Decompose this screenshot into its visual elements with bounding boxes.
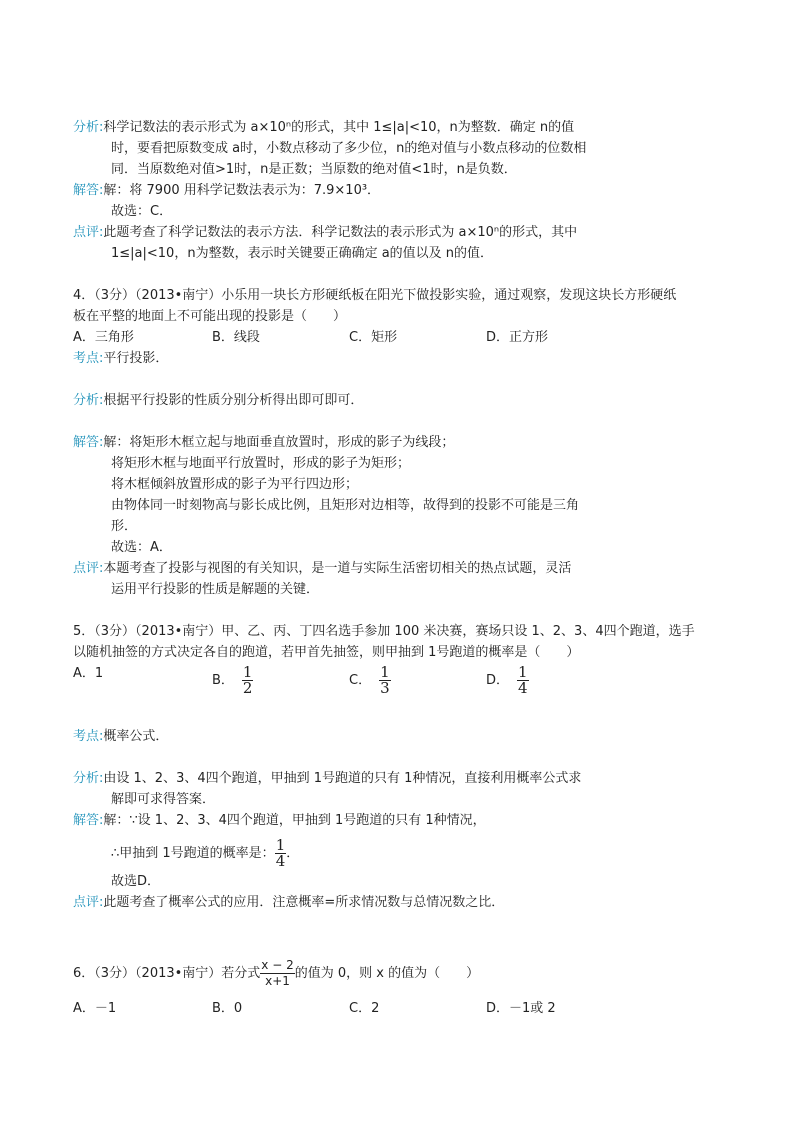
q4-option-a: A．三角形	[73, 330, 134, 345]
q5-option-c	[349, 665, 391, 696]
q4-option-b: B．线段	[212, 330, 260, 345]
q4-answer-4: 由物体同一时刻物高与影长成比例，且矩形对边相等，故得到的投影不可能是三角	[111, 498, 580, 513]
comment-tag: 点评:	[73, 561, 104, 576]
q3-comment-1: 此题考查了科学记数法的表示方法．科学记数法的表示形式为 a×10ⁿ的形式，其中	[103, 225, 578, 240]
fraction-denominator: 3	[380, 679, 390, 697]
analysis-line	[73, 392, 363, 410]
q5-option-b-fraction	[242, 665, 254, 696]
analysis-tag: 分析:	[73, 393, 104, 408]
comment-tag: 点评:	[73, 225, 104, 240]
q5-option-c-label: C．	[349, 673, 372, 688]
fraction-denominator: 4	[518, 679, 528, 697]
q5-answer-2	[111, 838, 299, 869]
q6-option-c: C．2	[349, 1001, 380, 1016]
comment-line	[73, 894, 504, 912]
q5-answer-1: 解：∵设 1、2、3、4四个跑道，甲抽到 1号跑道的只有 1种情况，	[103, 813, 486, 828]
comment-tag: 点评:	[73, 895, 104, 910]
fraction-numerator: 1	[518, 663, 528, 681]
q4-stem-1: 4．（3分）（2013•南宁）小乐用一块长方形硬纸板在阳光下做投影实验，通过观察，发现这块长方形硬纸	[73, 288, 677, 303]
q4-answer-3: 将木框倾斜放置形成的影子为平行四边形；	[111, 477, 359, 492]
q5-analysis-2: 解即可求得答案．	[111, 792, 216, 807]
q3-answer-2: 故选：C．	[111, 204, 173, 219]
q4-option-c: C．矩形	[349, 330, 398, 345]
fraction-numerator: x − 2	[261, 958, 294, 972]
q4-stem-2: 板在平整的地面上不可能出现的投影是（ ）	[73, 309, 347, 324]
q5-comment: 此题考查了概率公式的应用．注意概率=所求情况数与总情况数之比．	[103, 895, 505, 910]
answer-line	[73, 434, 454, 452]
answer-line	[73, 182, 380, 200]
fraction-numerator: 1	[242, 663, 253, 681]
fraction-denominator: 2	[242, 679, 253, 697]
q5-answer-2-text: ∴甲抽到 1号跑道的概率是：	[111, 846, 275, 861]
q6-stem	[73, 958, 479, 989]
point-line	[73, 728, 168, 746]
q6-stem-b: 的值为 0，则 x 的值为（ ）	[294, 966, 480, 981]
comment-line	[73, 560, 571, 578]
comment-line	[73, 224, 577, 242]
q4-answer-6: 故选：A．	[111, 540, 172, 555]
q6-option-a: A．－1	[73, 1001, 117, 1016]
q5-option-b	[212, 665, 253, 696]
q3-comment-2: 1≤|a|<10，n为整数，表示时关键要正确确定 a的值以及 n的值．	[111, 246, 494, 261]
q5-answer-3: 故选D．	[111, 874, 161, 889]
fraction-denominator: x+1	[265, 974, 290, 988]
q5-option-d-label: D．	[486, 673, 510, 688]
fraction-numerator: 1	[380, 663, 390, 681]
q4-answer-1: 解：将矩形木框立起与地面垂直放置时，形成的影子为线段；	[103, 435, 455, 450]
q5-stem-1: 5．（3分）（2013•南宁）甲、乙、丙、丁四名选手参加 100 米决赛，赛场只设 1、2、3、4四个跑道，选手	[73, 624, 695, 639]
q4-analysis: 根据平行投影的性质分别分析得出即可即可．	[103, 393, 364, 408]
q5-analysis-1: 由设 1、2、3、4四个跑道，甲抽到 1号跑道的只有 1种情况，直接利用概率公式求	[103, 771, 582, 786]
q5-point: 概率公式．	[103, 729, 169, 744]
fraction-numerator: 1	[275, 836, 286, 854]
q6-option-d: D．－1或 2	[486, 1001, 556, 1016]
fraction-denominator: 4	[275, 852, 286, 870]
q6-fraction	[260, 958, 294, 989]
q3-analysis-2: 时，要看把原数变成 a时，小数点移动了多少位，n的绝对值与小数点移动的位数相	[111, 141, 587, 156]
q6-stem-a: 6．（3分）（2013•南宁）若分式	[73, 966, 261, 981]
point-tag: 考点:	[73, 729, 104, 744]
q5-option-d	[486, 665, 529, 696]
analysis-tag: 分析:	[73, 771, 104, 786]
analysis-line	[73, 119, 574, 137]
q5-answer-2-end: ．	[286, 846, 300, 861]
q4-answer-5: 形．	[111, 519, 138, 534]
q5-option-d-fraction	[517, 665, 529, 696]
answer-tag: 解答:	[73, 183, 104, 198]
q5-stem-2: 以随机抽签的方式决定各自的跑道，若甲首先抽签，则甲抽到 1号跑道的概率是（ ）	[73, 645, 580, 660]
q3-answer-1: 解：将 7900 用科学记数法表示为：7.9×10³．	[103, 183, 381, 198]
answer-tag: 解答:	[73, 435, 104, 450]
answer-line	[73, 812, 486, 830]
q4-point: 平行投影．	[103, 351, 169, 366]
q6-option-b: B．0	[212, 1001, 243, 1016]
q4-answer-2: 将矩形木框与地面平行放置时，形成的影子为矩形；	[111, 456, 411, 471]
point-tag: 考点:	[73, 351, 104, 366]
q3-analysis-1: 科学记数法的表示形式为 a×10ⁿ的形式，其中 1≤|a|<10，n为整数．确定 n的值	[103, 120, 575, 135]
q4-comment-2: 运用平行投影的性质是解题的关键．	[111, 582, 320, 597]
q5-option-a: A．1	[73, 666, 104, 681]
q5-answer-fraction	[275, 838, 287, 869]
q3-analysis-3: 同．当原数绝对值>1时，n是正数；当原数的绝对值<1时，n是负数．	[111, 162, 517, 177]
answer-tag: 解答:	[73, 813, 104, 828]
q5-option-b-label: B．	[212, 673, 234, 688]
point-line	[73, 350, 168, 368]
q4-comment-1: 本题考查了投影与视图的有关知识，是一道与实际生活密切相关的热点试题，灵活	[103, 561, 572, 576]
q4-option-d: D．正方形	[486, 330, 549, 345]
analysis-tag: 分析:	[73, 120, 104, 135]
q5-option-c-fraction	[379, 665, 391, 696]
analysis-line	[73, 770, 581, 788]
